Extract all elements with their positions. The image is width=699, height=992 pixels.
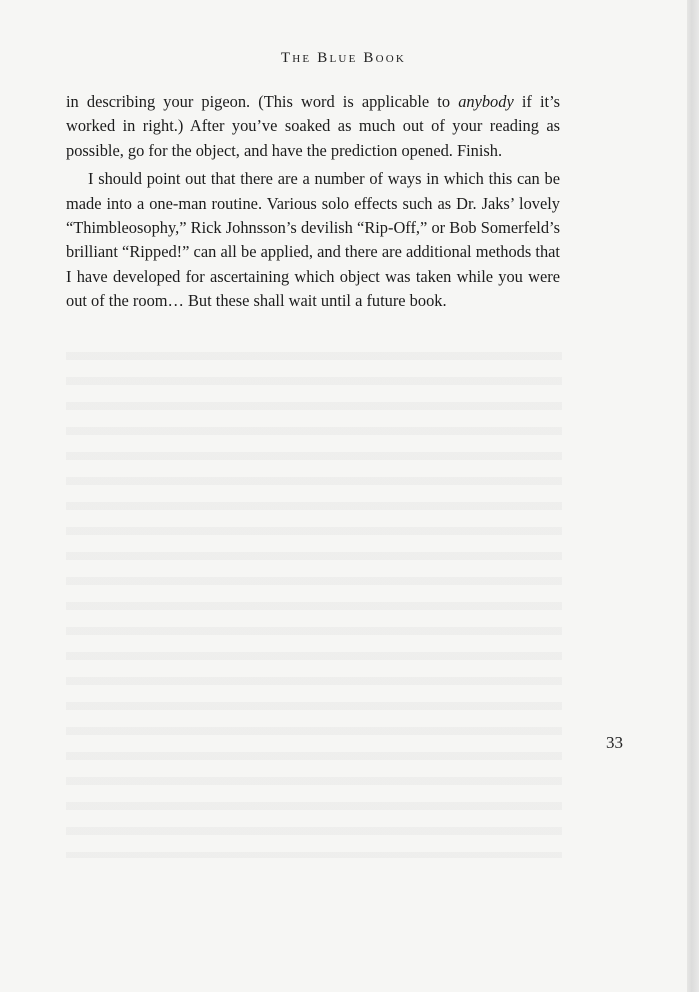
running-head-text: The Blue Book	[280, 50, 407, 66]
page-number: 33	[606, 733, 623, 752]
body-text	[66, 90, 560, 314]
paragraph-1-emphasis: anybody	[458, 92, 514, 111]
page-edge	[687, 0, 699, 992]
paragraph-1-rest: if it’s worked in right.) After you’ve soaked as much out of your reading as possible, go for the object, and have the prediction opened. Finish.	[66, 92, 561, 160]
running-head	[0, 50, 687, 67]
paragraph-1-lead: in describing your pigeon. (This word is applicable to	[66, 92, 459, 111]
paragraph-1	[66, 90, 560, 163]
paragraph-2: I should point out that there are a number of ways in which this can be made into a one-man routine. Various solo effects such as Dr. Jaks’ lovely “Thimbleosophy,” Rick Johnsson’s devilish “Rip-Off,” or Bob Somerfeld’s brilliant “Ripped!” can all be applied, and there are additional methods that I have developed for ascertaining which object was taken while you were out of the room… But these shall wait until a future book.	[66, 169, 560, 311]
show-through-text	[66, 338, 562, 858]
